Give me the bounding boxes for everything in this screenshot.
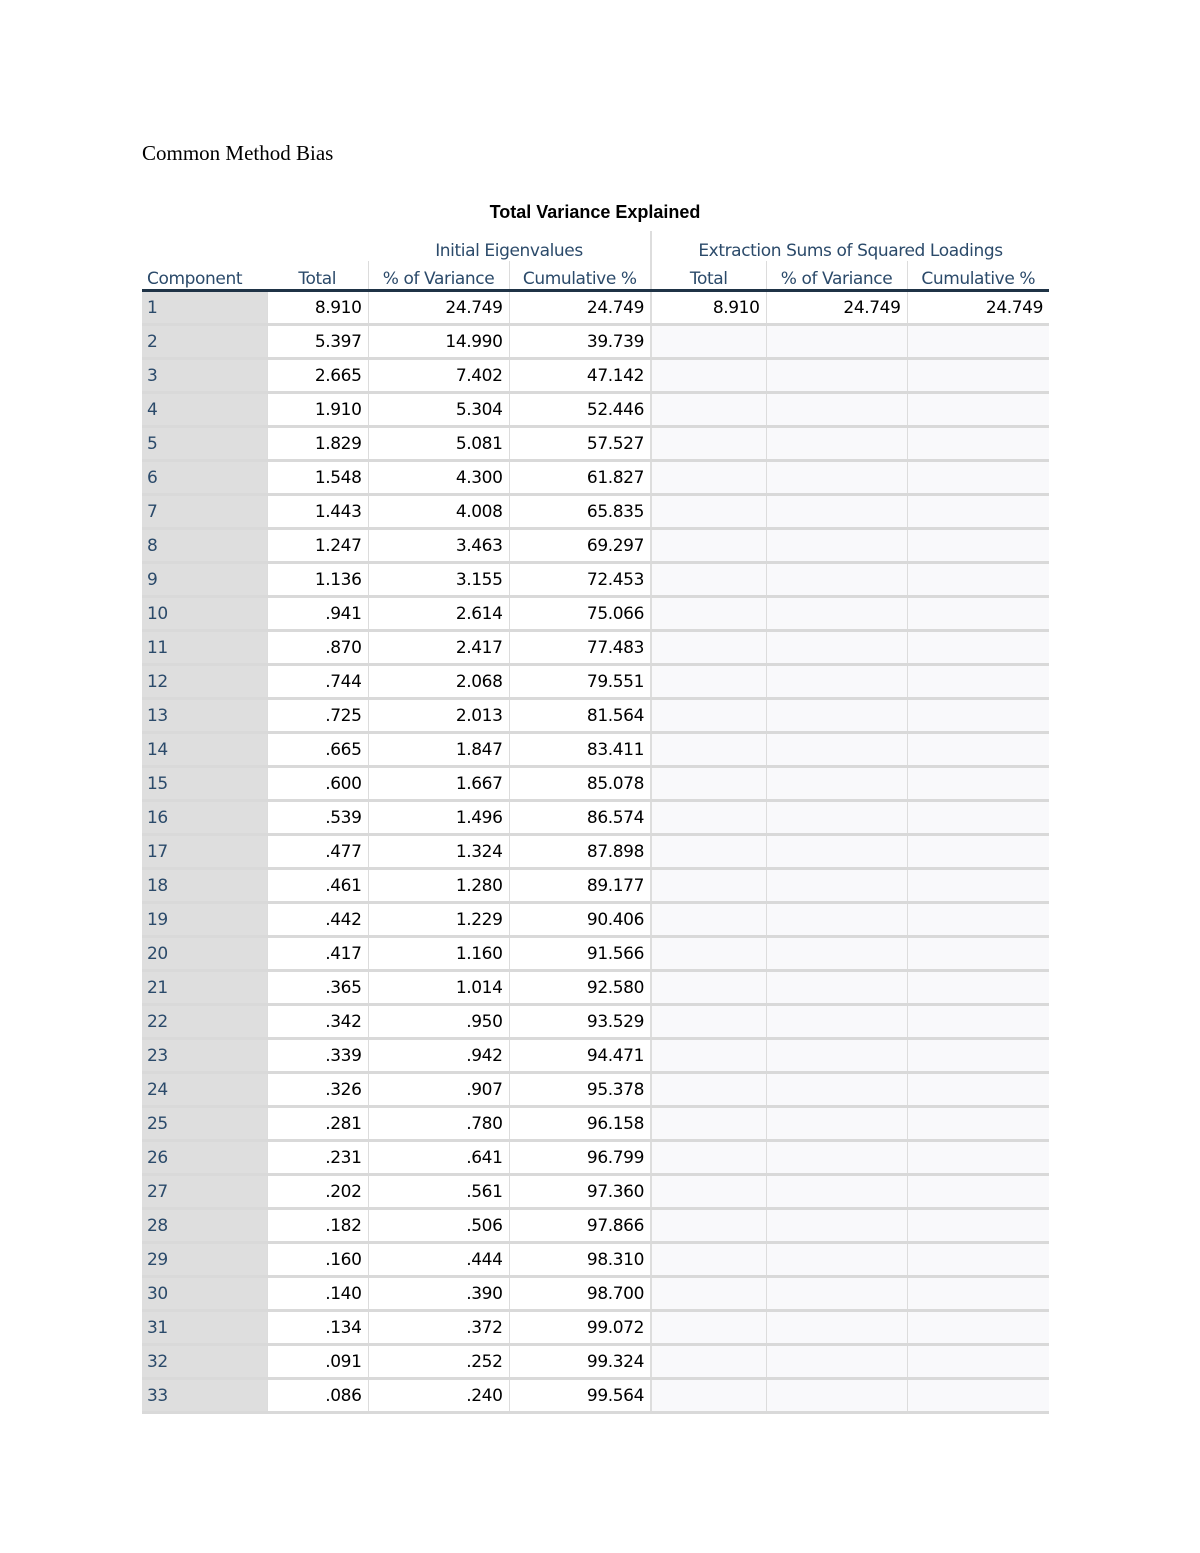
extraction-total-cell [651,1345,766,1379]
table-row [142,937,1049,971]
total-cell: .744 [267,665,368,699]
component-cell: 18 [142,869,267,903]
extraction-total-cell [651,1141,766,1175]
total-cell: .600 [267,767,368,801]
table-row [142,597,1049,631]
extraction-cumulative-cell [907,461,1049,495]
extraction-pct-variance-cell [766,699,907,733]
total-cell: .477 [267,835,368,869]
pct-variance-cell: .780 [368,1107,509,1141]
table-row [142,971,1049,1005]
cumulative-cell: 52.446 [509,393,651,427]
component-cell: 30 [142,1277,267,1311]
component-cell: 27 [142,1175,267,1209]
cumulative-cell: 83.411 [509,733,651,767]
extraction-cumulative-cell [907,1005,1049,1039]
pct-variance-cell: .950 [368,1005,509,1039]
extraction-total-cell [651,869,766,903]
extraction-cumulative-cell [907,631,1049,665]
extraction-pct-variance-cell [766,903,907,937]
extraction-total-cell [651,631,766,665]
table-body [142,291,1049,1413]
extraction-cumulative-cell [907,393,1049,427]
component-cell: 32 [142,1345,267,1379]
total-cell: .182 [267,1209,368,1243]
total-cell: 1.136 [267,563,368,597]
cumulative-cell: 97.866 [509,1209,651,1243]
pct-variance-cell: .372 [368,1311,509,1345]
table-row [142,665,1049,699]
extraction-pct-variance-cell [766,1277,907,1311]
pct-variance-cell: 1.496 [368,801,509,835]
pct-variance-cell: .240 [368,1379,509,1413]
total-cell: 2.665 [267,359,368,393]
table-row [142,427,1049,461]
total-cell: .140 [267,1277,368,1311]
pct-variance-cell: 4.008 [368,495,509,529]
component-cell: 26 [142,1141,267,1175]
extraction-pct-variance-cell [766,393,907,427]
extraction-cumulative-cell [907,767,1049,801]
extraction-pct-variance-cell [766,495,907,529]
extraction-total-cell [651,1005,766,1039]
pct-variance-cell: 14.990 [368,325,509,359]
pct-variance-cell: 5.304 [368,393,509,427]
extraction-cumulative-cell [907,1175,1049,1209]
extraction-pct-variance-cell [766,1073,907,1107]
extraction-total-cell [651,495,766,529]
column-header-extraction-total: Total [651,261,766,291]
table-row [142,1345,1049,1379]
table-row [142,529,1049,563]
extraction-pct-variance-cell [766,1379,907,1413]
extraction-cumulative-cell [907,971,1049,1005]
cumulative-cell: 87.898 [509,835,651,869]
cumulative-cell: 99.072 [509,1311,651,1345]
extraction-cumulative-cell [907,801,1049,835]
extraction-cumulative-cell [907,903,1049,937]
component-cell: 33 [142,1379,267,1413]
table-row [142,631,1049,665]
component-cell: 16 [142,801,267,835]
cumulative-cell: 72.453 [509,563,651,597]
extraction-pct-variance-cell [766,971,907,1005]
cumulative-cell: 69.297 [509,529,651,563]
component-cell: 31 [142,1311,267,1345]
total-cell: 1.910 [267,393,368,427]
extraction-pct-variance-cell: 24.749 [766,291,907,325]
extraction-cumulative-cell [907,563,1049,597]
table-row [142,1175,1049,1209]
table-row [142,733,1049,767]
column-header-component: Component [142,261,267,291]
extraction-total-cell [651,1243,766,1277]
table-row [142,1243,1049,1277]
extraction-total-cell [651,597,766,631]
extraction-cumulative-cell [907,1107,1049,1141]
component-cell: 25 [142,1107,267,1141]
pct-variance-cell: 2.013 [368,699,509,733]
component-cell: 6 [142,461,267,495]
extraction-cumulative-cell [907,1379,1049,1413]
table-row [142,1073,1049,1107]
pct-variance-cell: .444 [368,1243,509,1277]
cumulative-cell: 85.078 [509,767,651,801]
group-header-row [142,231,1049,261]
extraction-cumulative-cell [907,495,1049,529]
pct-variance-cell: 1.280 [368,869,509,903]
component-cell: 5 [142,427,267,461]
cumulative-cell: 65.835 [509,495,651,529]
extraction-total-cell [651,1379,766,1413]
extraction-total-cell [651,427,766,461]
extraction-cumulative-cell [907,529,1049,563]
pct-variance-cell: 4.300 [368,461,509,495]
component-cell: 24 [142,1073,267,1107]
pct-variance-cell: .506 [368,1209,509,1243]
extraction-cumulative-cell [907,835,1049,869]
document-heading: Common Method Bias [142,141,334,165]
total-cell: .134 [267,1311,368,1345]
table-row [142,1277,1049,1311]
total-cell: 5.397 [267,325,368,359]
pct-variance-cell: 1.667 [368,767,509,801]
extraction-total-cell [651,1209,766,1243]
cumulative-cell: 98.700 [509,1277,651,1311]
cumulative-cell: 81.564 [509,699,651,733]
total-cell: .442 [267,903,368,937]
table-row [142,869,1049,903]
pct-variance-cell: 1.229 [368,903,509,937]
total-cell: .342 [267,1005,368,1039]
cumulative-cell: 98.310 [509,1243,651,1277]
component-cell: 29 [142,1243,267,1277]
extraction-total-cell [651,1277,766,1311]
extraction-total-cell [651,393,766,427]
column-header-extraction-pct-variance: % of Variance [766,261,907,291]
group-header-spacer [267,231,368,261]
extraction-cumulative-cell [907,1243,1049,1277]
extraction-pct-variance-cell [766,1039,907,1073]
extraction-cumulative-cell [907,869,1049,903]
extraction-cumulative-cell [907,699,1049,733]
pct-variance-cell: .641 [368,1141,509,1175]
extraction-pct-variance-cell [766,1005,907,1039]
extraction-total-cell [651,1175,766,1209]
extraction-pct-variance-cell [766,1243,907,1277]
initial-eigenvalues-header: Initial Eigenvalues [435,241,583,261]
column-header-total: Total [267,261,368,291]
pct-variance-cell: 2.417 [368,631,509,665]
total-cell: 8.910 [267,291,368,325]
total-cell: .870 [267,631,368,665]
extraction-pct-variance-cell [766,1209,907,1243]
pct-variance-cell: .907 [368,1073,509,1107]
total-cell: .160 [267,1243,368,1277]
table-row [142,699,1049,733]
table-row [142,1039,1049,1073]
total-cell: .086 [267,1379,368,1413]
table-title: Total Variance Explained [489,202,701,222]
extraction-cumulative-cell [907,1039,1049,1073]
extraction-pct-variance-cell [766,563,907,597]
extraction-pct-variance-cell [766,359,907,393]
column-header-cumulative: Cumulative % [509,261,651,291]
pct-variance-cell: 1.014 [368,971,509,1005]
table-row [142,1107,1049,1141]
component-cell: 1 [142,291,267,325]
extraction-pct-variance-cell [766,733,907,767]
extraction-total-cell [651,359,766,393]
cumulative-cell: 96.799 [509,1141,651,1175]
extraction-total-cell [651,937,766,971]
extraction-total-cell [651,529,766,563]
cumulative-cell: 97.360 [509,1175,651,1209]
component-cell: 15 [142,767,267,801]
component-cell: 3 [142,359,267,393]
extraction-cumulative-cell [907,1311,1049,1345]
extraction-pct-variance-cell [766,1141,907,1175]
extraction-cumulative-cell [907,1345,1049,1379]
extraction-total-cell [651,325,766,359]
extraction-total-cell [651,1039,766,1073]
cumulative-cell: 92.580 [509,971,651,1005]
extraction-total-cell [651,971,766,1005]
table-row [142,801,1049,835]
component-cell: 4 [142,393,267,427]
total-cell: .417 [267,937,368,971]
extraction-sums-header: Extraction Sums of Squared Loadings [651,231,1049,261]
cumulative-cell: 79.551 [509,665,651,699]
extraction-pct-variance-cell [766,597,907,631]
extraction-total-cell [651,665,766,699]
extraction-cumulative-cell [907,733,1049,767]
total-cell: .231 [267,1141,368,1175]
table-row [142,1209,1049,1243]
extraction-total-cell [651,1107,766,1141]
extraction-total-cell [651,733,766,767]
extraction-pct-variance-cell [766,801,907,835]
total-cell: 1.247 [267,529,368,563]
component-cell: 19 [142,903,267,937]
column-header-row [142,261,1049,291]
table-row [142,1005,1049,1039]
extraction-pct-variance-cell [766,937,907,971]
pct-variance-cell: .252 [368,1345,509,1379]
cumulative-cell: 47.142 [509,359,651,393]
extraction-cumulative-cell [907,665,1049,699]
component-cell: 20 [142,937,267,971]
extraction-cumulative-cell [907,1141,1049,1175]
total-cell: .539 [267,801,368,835]
extraction-cumulative-cell [907,937,1049,971]
total-cell: .091 [267,1345,368,1379]
total-variance-table [142,231,1049,1414]
total-cell: 1.829 [267,427,368,461]
component-cell: 14 [142,733,267,767]
extraction-pct-variance-cell [766,767,907,801]
component-cell: 2 [142,325,267,359]
extraction-total-cell [651,767,766,801]
extraction-total-cell [651,903,766,937]
table-row [142,393,1049,427]
extraction-total-cell [651,461,766,495]
table-row [142,903,1049,937]
total-cell: .725 [267,699,368,733]
total-cell: .365 [267,971,368,1005]
extraction-total-cell [651,1311,766,1345]
component-cell: 9 [142,563,267,597]
pct-variance-cell: 7.402 [368,359,509,393]
component-cell: 22 [142,1005,267,1039]
cumulative-cell: 95.378 [509,1073,651,1107]
component-cell: 23 [142,1039,267,1073]
extraction-pct-variance-cell [766,1107,907,1141]
extraction-total-cell [651,699,766,733]
component-cell: 17 [142,835,267,869]
table-row [142,325,1049,359]
cumulative-cell: 90.406 [509,903,651,937]
column-header-extraction-cumulative: Cumulative % [907,261,1049,291]
table-row [142,1311,1049,1345]
group-header-spacer [142,231,267,261]
cumulative-cell: 99.324 [509,1345,651,1379]
total-cell: .326 [267,1073,368,1107]
table-row [142,461,1049,495]
extraction-total-cell: 8.910 [651,291,766,325]
cumulative-cell: 57.527 [509,427,651,461]
total-cell: .339 [267,1039,368,1073]
extraction-total-cell [651,835,766,869]
cumulative-cell: 89.177 [509,869,651,903]
extraction-pct-variance-cell [766,461,907,495]
extraction-total-cell [651,563,766,597]
pct-variance-cell: 2.614 [368,597,509,631]
cumulative-cell: 93.529 [509,1005,651,1039]
table-row [142,359,1049,393]
column-header-pct-variance: % of Variance [368,261,509,291]
cumulative-cell: 61.827 [509,461,651,495]
extraction-pct-variance-cell [766,835,907,869]
extraction-cumulative-cell [907,1277,1049,1311]
extraction-pct-variance-cell [766,665,907,699]
pct-variance-cell: 2.068 [368,665,509,699]
extraction-cumulative-cell [907,359,1049,393]
total-cell: 1.548 [267,461,368,495]
pct-variance-cell: 1.847 [368,733,509,767]
total-cell: .202 [267,1175,368,1209]
extraction-pct-variance-cell [766,325,907,359]
extraction-cumulative-cell [907,427,1049,461]
component-cell: 11 [142,631,267,665]
extraction-pct-variance-cell [766,1175,907,1209]
extraction-cumulative-cell [907,597,1049,631]
pct-variance-cell: 1.160 [368,937,509,971]
total-cell: .281 [267,1107,368,1141]
extraction-total-cell [651,1073,766,1107]
pct-variance-cell: .561 [368,1175,509,1209]
component-cell: 7 [142,495,267,529]
table-row [142,291,1049,325]
total-cell: .665 [267,733,368,767]
extraction-pct-variance-cell [766,869,907,903]
extraction-total-cell [651,801,766,835]
component-cell: 13 [142,699,267,733]
table-row [142,767,1049,801]
cumulative-cell: 77.483 [509,631,651,665]
pct-variance-cell: 24.749 [368,291,509,325]
pct-variance-cell: .390 [368,1277,509,1311]
table-row [142,1379,1049,1413]
pct-variance-cell: 5.081 [368,427,509,461]
cumulative-cell: 94.471 [509,1039,651,1073]
component-cell: 12 [142,665,267,699]
total-cell: .461 [267,869,368,903]
cumulative-cell: 96.158 [509,1107,651,1141]
table-row [142,1141,1049,1175]
extraction-pct-variance-cell [766,529,907,563]
cumulative-cell: 91.566 [509,937,651,971]
table-row [142,835,1049,869]
component-cell: 21 [142,971,267,1005]
cumulative-cell: 24.749 [509,291,651,325]
component-cell: 10 [142,597,267,631]
pct-variance-cell: 1.324 [368,835,509,869]
extraction-cumulative-cell [907,1209,1049,1243]
pct-variance-cell: 3.155 [368,563,509,597]
component-cell: 28 [142,1209,267,1243]
extraction-cumulative-cell [907,325,1049,359]
extraction-cumulative-cell: 24.749 [907,291,1049,325]
extraction-cumulative-cell [907,1073,1049,1107]
table-row [142,563,1049,597]
pct-variance-cell: 3.463 [368,529,509,563]
cumulative-cell: 99.564 [509,1379,651,1413]
pct-variance-cell: .942 [368,1039,509,1073]
extraction-pct-variance-cell [766,427,907,461]
extraction-pct-variance-cell [766,1311,907,1345]
cumulative-cell: 86.574 [509,801,651,835]
component-cell: 8 [142,529,267,563]
extraction-pct-variance-cell [766,631,907,665]
total-cell: 1.443 [267,495,368,529]
cumulative-cell: 39.739 [509,325,651,359]
total-cell: .941 [267,597,368,631]
cumulative-cell: 75.066 [509,597,651,631]
extraction-pct-variance-cell [766,1345,907,1379]
table-row [142,495,1049,529]
